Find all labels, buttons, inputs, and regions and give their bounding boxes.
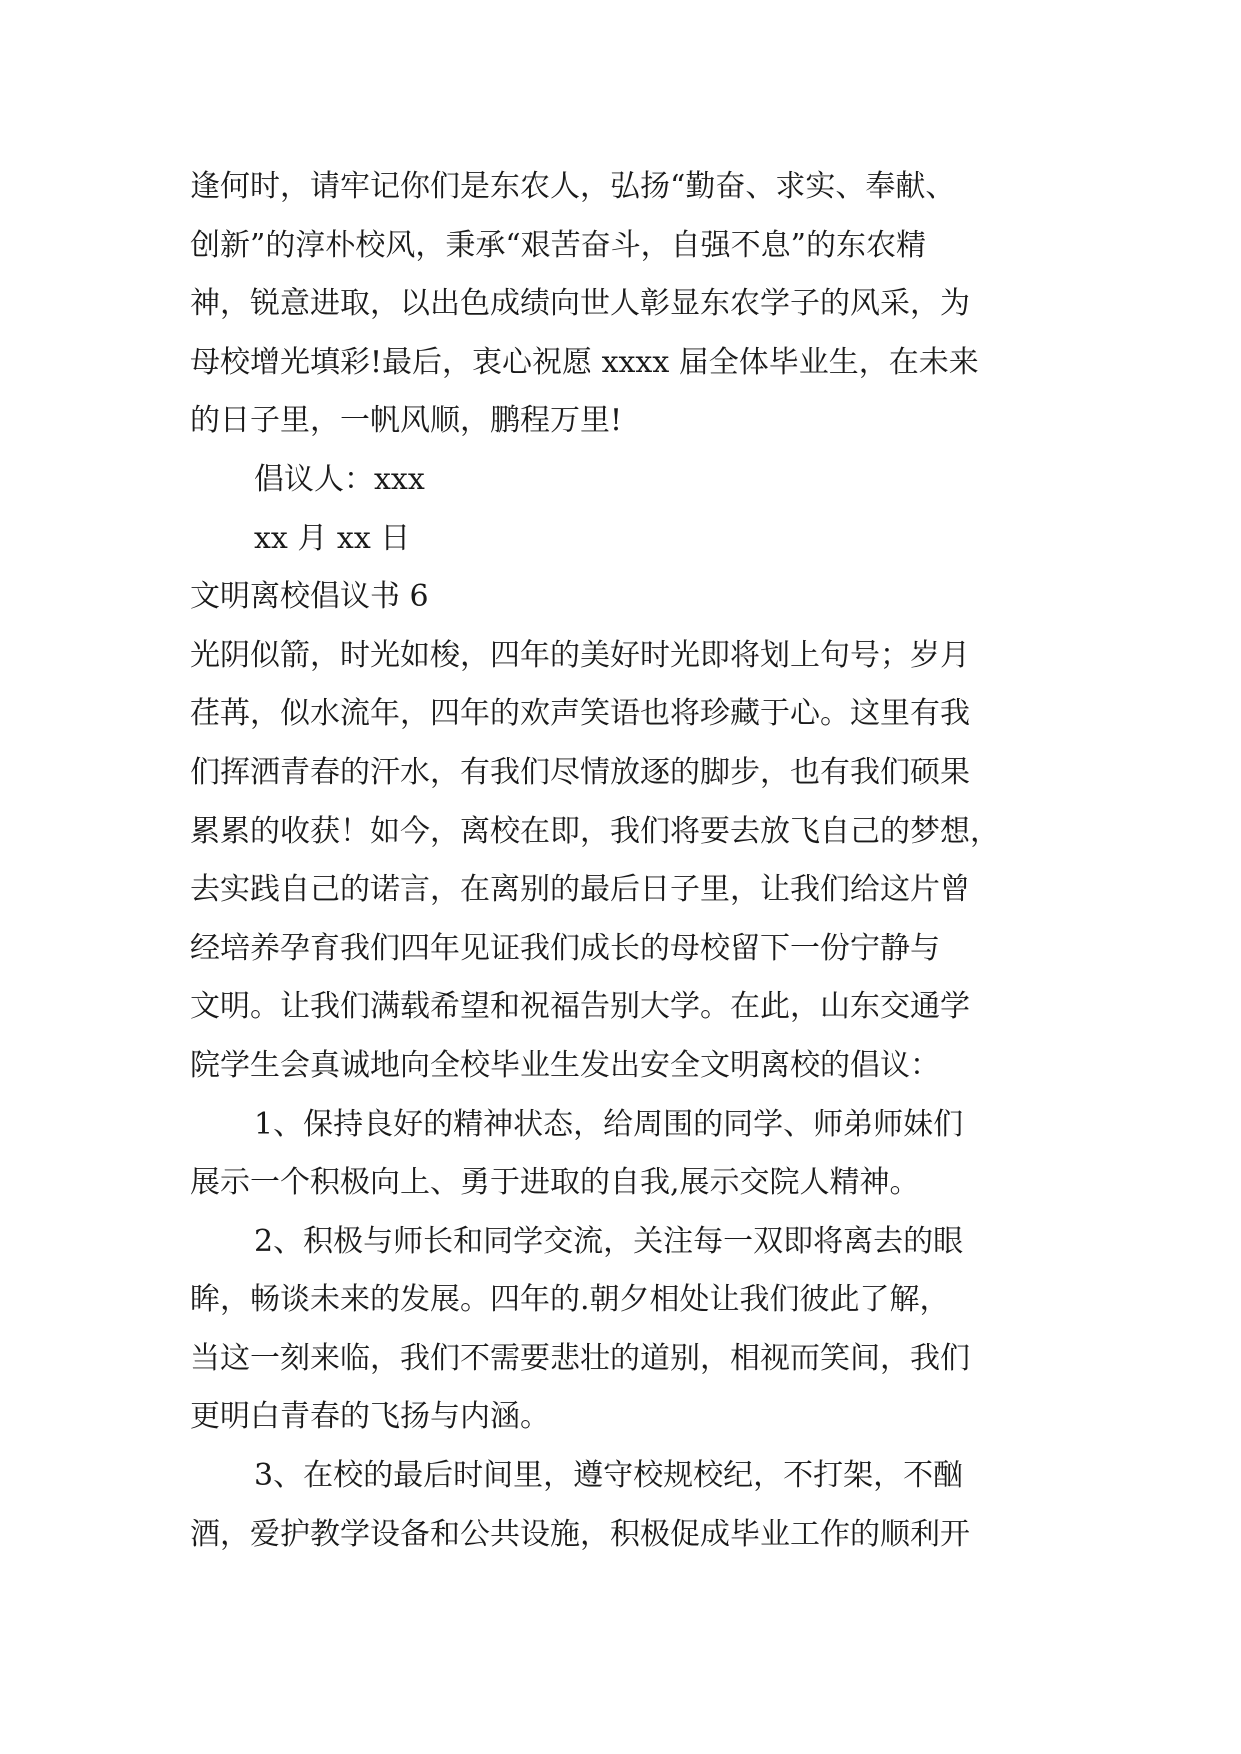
- text-line: 倡议人：xxx: [254, 461, 425, 497]
- text-line: 文明。让我们满载希望和祝福告别大学。在此，山东交通学: [190, 989, 970, 1025]
- text-line: 经培养孕育我们四年见证我们成长的母校留下一份宁静与: [190, 930, 940, 966]
- text-line: 酒，爱护教学设备和公共设施，积极促成毕业工作的顺利开: [190, 1516, 970, 1552]
- text-line: 创新”的淳朴校风，秉承“艰苦奋斗，自强不息”的东农精: [190, 227, 927, 263]
- text-line: 院学生会真诚地向全校毕业生发出安全文明离校的倡议：: [190, 1047, 940, 1083]
- text-line: 展示一个积极向上、勇于进取的自我,展示交院人精神。: [190, 1165, 920, 1201]
- text-line: 母校增光填彩!最后，衷心祝愿 xxxx 届全体毕业生，在未来: [190, 344, 979, 380]
- text-line: 累累的收获！如今，离校在即，我们将要去放飞自己的梦想，: [190, 813, 1000, 849]
- text-line: 文明离校倡议书 6: [190, 579, 429, 615]
- document-body: [190, 158, 1070, 1564]
- text-line: 的日子里，一帆风顺，鹏程万里!: [190, 403, 623, 439]
- text-line: 2、积极与师长和同学交流，关注每一双即将离去的眼: [254, 1223, 964, 1259]
- text-line: 眸，畅谈未来的发展。四年的.朝夕相处让我们彼此了解，: [190, 1282, 950, 1318]
- text-line: 光阴似箭，时光如梭，四年的美好时光即将划上句号；岁月: [190, 637, 970, 673]
- text-line: 荏苒，似水流年，四年的欢声笑语也将珍藏于心。这里有我: [190, 696, 970, 732]
- text-line: 更明白青春的飞扬与内涵。: [190, 1399, 550, 1435]
- text-line: 3、在校的最后时间里，遵守校规校纪，不打架，不酗: [254, 1458, 964, 1494]
- text-line: 神，锐意进取，以出色成绩向世人彰显东农学子的风采，为: [190, 286, 970, 322]
- text-line: 们挥洒青春的汗水，有我们尽情放逐的脚步，也有我们硕果: [190, 754, 970, 790]
- text-line: 逢何时，请牢记你们是东农人，弘扬“勤奋、求实、奉献、: [190, 169, 956, 204]
- text-line: xx 月 xx 日: [254, 520, 411, 556]
- text-line: 去实践自己的诺言，在离别的最后日子里，让我们给这片曾: [190, 872, 970, 908]
- text-line: 当这一刻来临，我们不需要悲壮的道别，相视而笑间，我们: [190, 1340, 970, 1376]
- text-line: 1、保持良好的精神状态，给周围的同学、师弟师妹们: [254, 1106, 964, 1142]
